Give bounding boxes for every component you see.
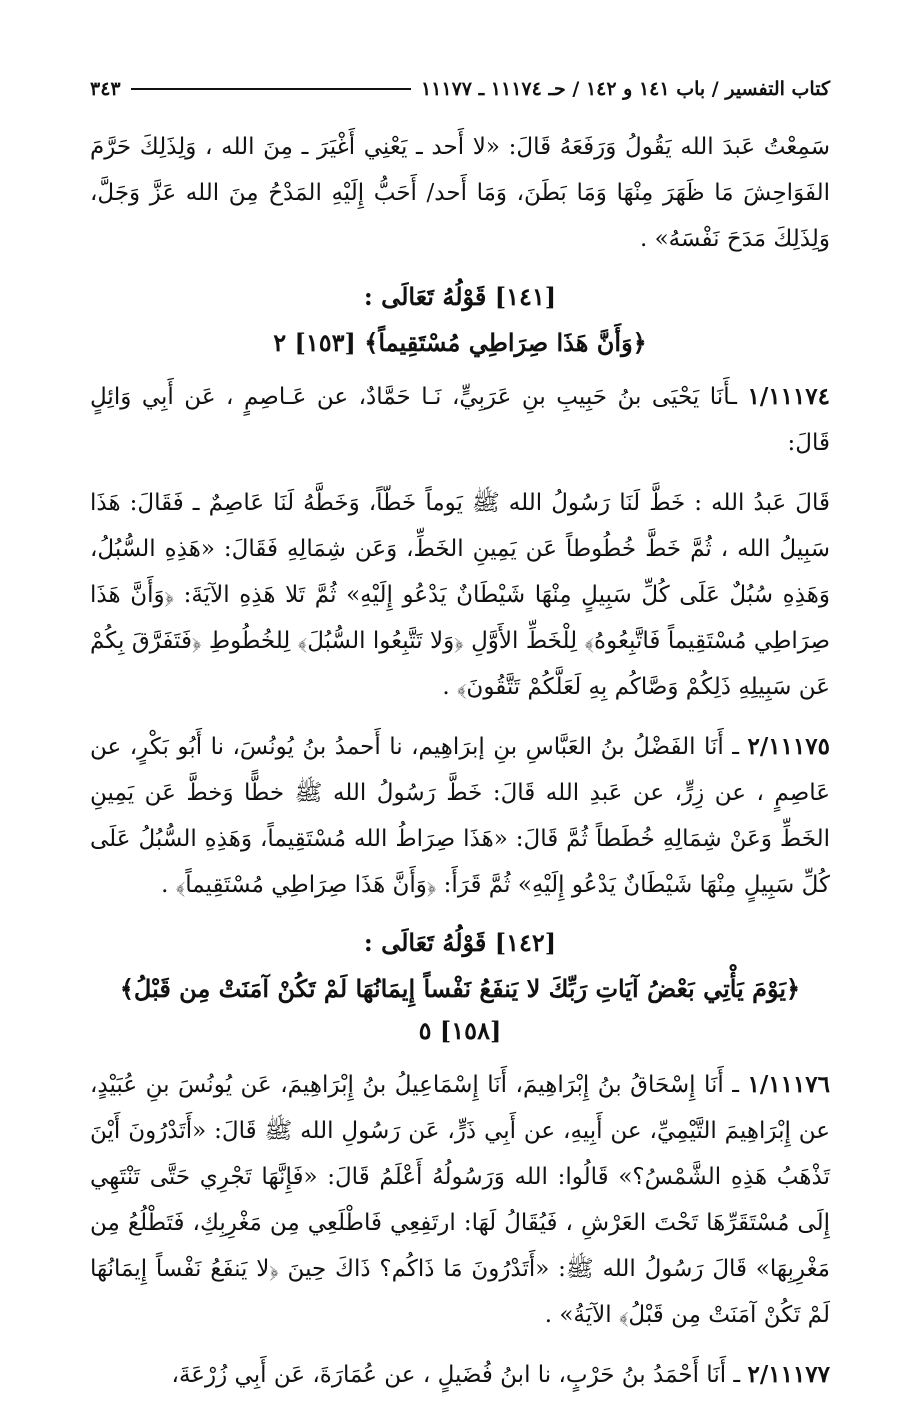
hadith-11176	[90, 1062, 830, 1338]
hadith-number: ١/١١١٧٦	[747, 1071, 830, 1098]
page-number: ٣٤٣	[90, 78, 121, 100]
page-content	[90, 124, 830, 1398]
header-title: كتاب التفسير / باب ١٤١ و ١٤٢ / حـ ١١١٧٤ ـ ١١١٧٧	[420, 78, 830, 100]
hadith-number: ١/١١١٧٤	[747, 383, 830, 410]
section-heading-141: [١٤١] قَوْلُهُ تَعَالَى :	[363, 282, 557, 311]
book-page	[90, 72, 830, 1412]
hadith-11177	[90, 1352, 830, 1398]
header-rule	[131, 88, 411, 90]
hadith-11174	[90, 374, 830, 466]
hadith-chain: ـأَنَا يَحْيَى بنُ حَبِيبِ بنِ عَرَبِيٍّ، نَـا حَمَّادٌ، عن عَـاصِمٍ ، عَن أَبِي وَائِلٍ قَالَ:	[90, 384, 830, 456]
section-heading-142: [١٤٢] قَوْلُهُ تَعَالَى :	[363, 928, 557, 957]
hadith-text: ـ أَنَا أَحْمَدُ بنُ حَرْبٍ، نا ابنُ فُضَيلٍ ، عن عُمَارَةَ، عَن أَبِي زُرْعَةَ،	[171, 1362, 748, 1388]
hadith-number: ٢/١١١٧٧	[747, 1361, 830, 1388]
hadith-number: ٢/١١١٧٥	[747, 733, 830, 760]
hadith-text: ـ أَنَا الفَضْلُ بنُ العَبَّاسِ بنِ إبرَاهِيم، نا أَحمدُ بنُ يُونُسَ، نا أَبُو بَكْرٍ، عن عَاصِمٍ ، عن زِرٍّ، عن عَبدِ الله قَالَ: خَطَّ رَسُولُ الله ﷺ خطًّا وَخطَّ عَن يَمِينِ الخَطِّ وَعَنْ شِمَالِهِ خُطَطاً ثُمَّ قَالَ: «هَذَا صِرَاطُ الله مُسْتَقِيماً، وَهَذِهِ السُّبُلُ عَلَى كُلِّ سَبِيلٍ مِنْهَا شَيْطَانٌ يَدْعُو إِلَيْهِ» ثُمَّ قَرَأَ: ﴿وَأَنَّ هَذَا صِرَاطِي مُسْتَقِيماً﴾ .	[90, 734, 830, 898]
hadith-11174-text: قَالَ عَبدُ الله : خَطَّ لَنَا رَسُولُ الله ﷺ يَوماً خَطّاً، وَخَطَّهُ لَنَا عَاصِمٌ ـ فَقَالَ: هَذَا سَبِيلُ الله ، ثُمَّ خَطَّ خُطُوطاً عَن يَمِينِ الخَطِّ، وَعَن شِمَالِهِ فَقَالَ: «هَذِهِ السُّبُلُ، وَهَذِهِ سُبُلٌ عَلَى كُلِّ سَبِيلٍ مِنْهَا شَيْطَانٌ يَدْعُو إِلَيْهِ» ثُمَّ تَلا هَذِهِ الآيَةَ: ﴿وَأَنَّ هَذَا صِرَاطِي مُسْتَقِيماً فَاتَّبِعُوهُ﴾ لِلْخَطِّ الأَوَّلِ ﴿وَلا تَتَّبِعُوا السُّبُلَ﴾ لِلخُطُوطِ ﴿فَتَفَرَّقَ بِكُمْ عَن سَبِيلِهِ ذَلِكُمْ وَصَّاكُم بِهِ لَعَلَّكُمْ تَتَّقُونَ﴾ .	[90, 490, 830, 700]
hadith-text: ـ أَنَا إِسْحَاقُ بنُ إِبْرَاهِيمَ، أَنَا إِسْمَاعِيلُ بنُ إِبْرَاهِيمَ، عَن يُونُسَ بنِ عُبَيْدٍ، عن إِبْرَاهِيمَ التَّيْمِيِّ، عن أَبِيهِ، عن أَبِي ذَرٍّ، عَن رَسُولِ الله ﷺ قَالَ: «أَتَدْرُونَ أَيْنَ تَذْهَبُ هَذِهِ الشَّمْسُ؟» قَالُوا: الله وَرَسُولُهُ أَعْلَمُ قَالَ: «فَإِنَّهَا تَجْرِي حَتَّى تَنْتَهِي إِلَى مُسْتَقَرِّهَا تَحْتَ العَرْشِ ، فَيُقَالُ لَهَا: ارتَفِعِي فَاطْلَعِي مِن مَغْرِبِكِ، فَتَطْلُعُ مِن مَغْرِبِهَا» قَالَ رَسُولُ الله ﷺ: «أَتَدْرُونَ مَا ذَاكُم؟ ذَاكَ حِينَ ﴿لا يَنفَعُ نَفْساً إِيمَانُهَا لَمْ تَكُنْ آمَنَتْ مِن قَبْلُ﴾ الآيَةُ» .	[90, 1072, 830, 1328]
running-header	[90, 72, 830, 106]
paragraph-continuation: سَمِعْتُ عَبدَ الله يَقُولُ وَرَفَعَهُ قَالَ: «لا أَحد ـ يَعْنِي أَغْيَرَ ـ مِنَ الله ، وَلِذَلِكَ حَرَّمَ الفَوَاحِشَ مَا ظَهَرَ مِنْهَا وَمَا بَطَنَ، وَمَا أَحد/ أَحَبُّ إِلَيْهِ المَدْحُ مِنَ الله عَزَّ وَجَلَّ، وَلِذَلِكَ مَدَحَ نَفْسَهُ» .	[90, 134, 830, 252]
verse-153: ﴿وَأَنَّ هَذَا صِرَاطِي مُسْتَقِيماً﴾ [١٥٣] ٢	[273, 328, 647, 357]
verse-158: ﴿يَوْمَ يَأْتِي بَعْضُ آيَاتِ رَبِّكَ لا يَنفَعُ نَفْساً إِيمَانُهَا لَمْ تَكُنْ آمَنَتْ مِن قَبْلُ﴾[١٥٨] ٥	[119, 974, 801, 1045]
hadith-11175	[90, 724, 830, 908]
